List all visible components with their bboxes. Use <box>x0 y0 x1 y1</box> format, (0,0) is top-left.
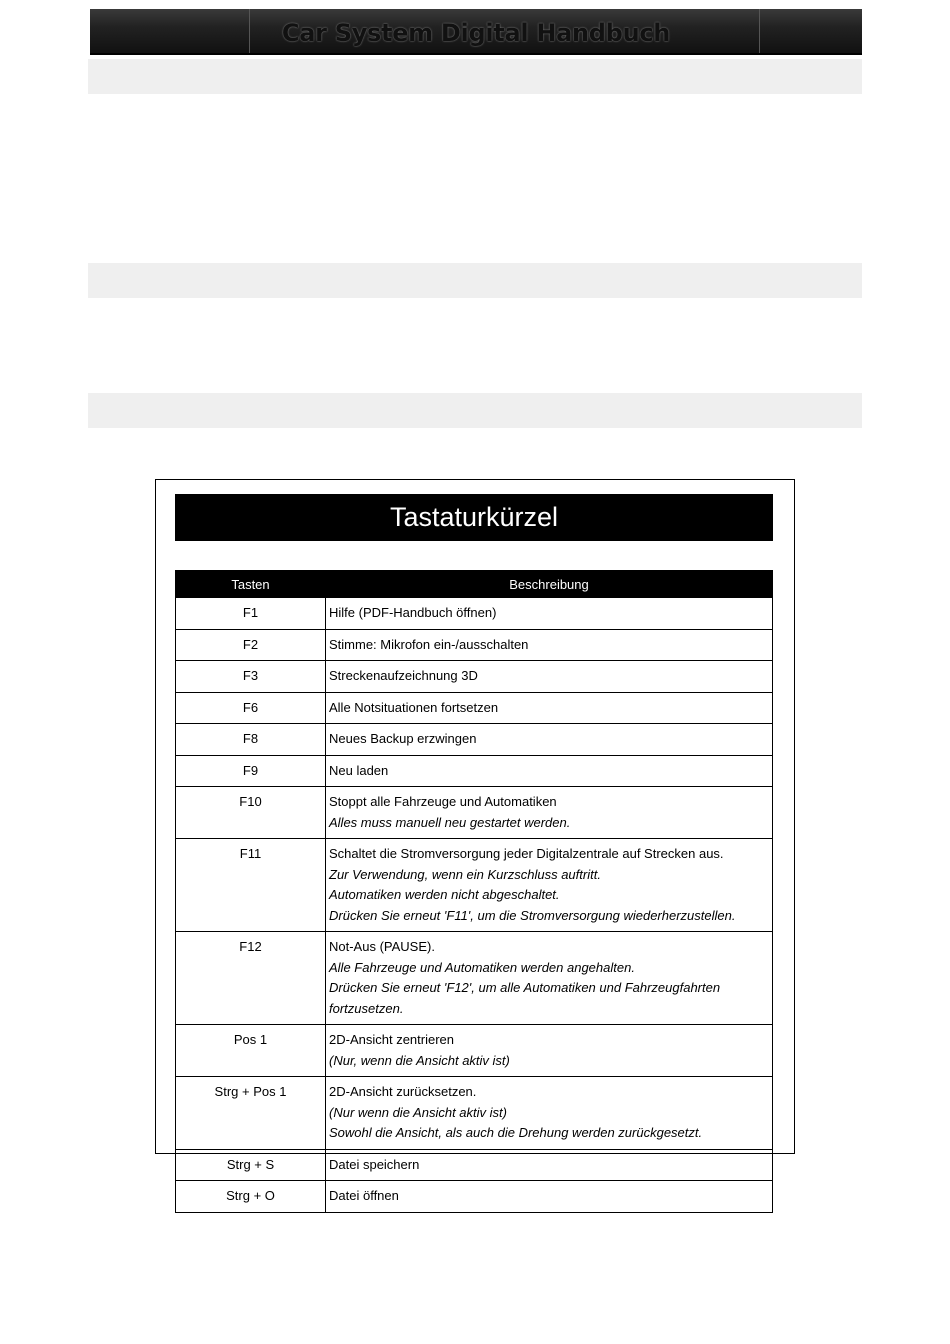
description-note: Drücken Sie erneut 'F12', um alle Automatiken und Fahrzeugfahrten fortzusetzen. <box>329 980 721 1016</box>
shortcut-table-title: Tastaturkürzel <box>175 494 773 541</box>
table-row <box>176 932 773 1025</box>
shortcut-key: Pos 1 <box>176 1025 326 1077</box>
shortcut-description <box>326 932 773 1025</box>
shortcut-key: F12 <box>176 932 326 1025</box>
description-note: Zur Verwendung, wenn ein Kurzschluss auftritt. <box>329 866 601 882</box>
description-text: Datei speichern <box>329 1156 420 1172</box>
table-row <box>176 1077 773 1150</box>
table-row <box>176 629 773 661</box>
description-text: Neues Backup erzwingen <box>329 731 477 746</box>
shortcut-description <box>326 598 773 630</box>
shortcut-key: F3 <box>176 661 326 693</box>
table-row <box>176 1025 773 1077</box>
shortcut-key: F10 <box>176 787 326 839</box>
shortcut-description <box>326 724 773 756</box>
description-note: Drücken Sie erneut 'F11', um die Stromversorgung wiederherzustellen. <box>329 907 736 923</box>
shortcut-description <box>326 787 773 839</box>
description-text: 2D-Ansicht zentrieren <box>329 1032 454 1047</box>
description-text: Datei öffnen <box>329 1188 399 1203</box>
shortcut-key: F2 <box>176 629 326 661</box>
table-row <box>176 1181 773 1213</box>
description-note: Sowohl die Ansicht, als auch die Drehung werden zurückgesetzt. <box>329 1125 703 1140</box>
description-text: Stoppt alle Fahrzeuge und Automatiken <box>329 794 557 809</box>
description-text: Schaltet die Stromversorgung jeder Digitalzentrale auf Strecken aus. <box>329 846 724 861</box>
shortcut-description <box>326 1181 773 1213</box>
shortcut-table-body <box>176 598 773 1213</box>
description-text: Stimme: Mikrofon ein-/ausschalten <box>329 636 529 652</box>
table-row <box>176 1149 773 1181</box>
shortcut-key: F9 <box>176 755 326 787</box>
section-band <box>88 393 862 428</box>
shortcut-key: F11 <box>176 839 326 932</box>
shortcut-key: F6 <box>176 692 326 724</box>
shortcut-key: Strg + S <box>176 1149 326 1181</box>
column-header-keys: Tasten <box>176 571 326 598</box>
description-text: Hilfe (PDF-Handbuch öffnen) <box>329 605 497 620</box>
table-row <box>176 692 773 724</box>
table-row <box>176 787 773 839</box>
description-text: Not-Aus (PAUSE). <box>329 939 435 954</box>
description-text: Alle Notsituationen fortsetzen <box>329 699 499 715</box>
shortcut-description <box>326 1149 773 1181</box>
column-header-description: Beschreibung <box>326 571 773 598</box>
table-row <box>176 755 773 787</box>
shortcut-description <box>326 1077 773 1150</box>
table-row <box>176 839 773 932</box>
shortcut-description <box>326 661 773 693</box>
table-header-row <box>176 571 773 598</box>
page-header <box>90 9 862 55</box>
section-band <box>88 263 862 298</box>
table-row <box>176 598 773 630</box>
description-text: Neu laden <box>329 762 389 778</box>
section-band <box>88 59 862 94</box>
description-note: (Nur, wenn die Ansicht aktiv ist) <box>329 1052 510 1068</box>
description-note: Alle Fahrzeuge und Automatiken werden angehalten. <box>329 959 635 975</box>
shortcut-key: F1 <box>176 598 326 630</box>
shortcut-key: Strg + O <box>176 1181 326 1213</box>
shortcut-description <box>326 755 773 787</box>
shortcut-description <box>326 629 773 661</box>
shortcut-table <box>175 570 773 1213</box>
shortcut-description <box>326 692 773 724</box>
description-note: Automatiken werden nicht abgeschaltet. <box>329 887 560 902</box>
page-title: Car System Digital Handbuch <box>281 19 671 47</box>
description-note: (Nur wenn die Ansicht aktiv ist) <box>329 1104 507 1120</box>
description-text: 2D-Ansicht zurücksetzen. <box>329 1084 477 1099</box>
table-row <box>176 724 773 756</box>
description-text: Streckenaufzeichnung 3D <box>329 668 478 683</box>
shortcut-description <box>326 839 773 932</box>
shortcut-key: F8 <box>176 724 326 756</box>
description-note: Alles muss manuell neu gestartet werden. <box>329 814 571 830</box>
shortcut-description <box>326 1025 773 1077</box>
shortcut-key: Strg + Pos 1 <box>176 1077 326 1150</box>
table-row <box>176 661 773 693</box>
